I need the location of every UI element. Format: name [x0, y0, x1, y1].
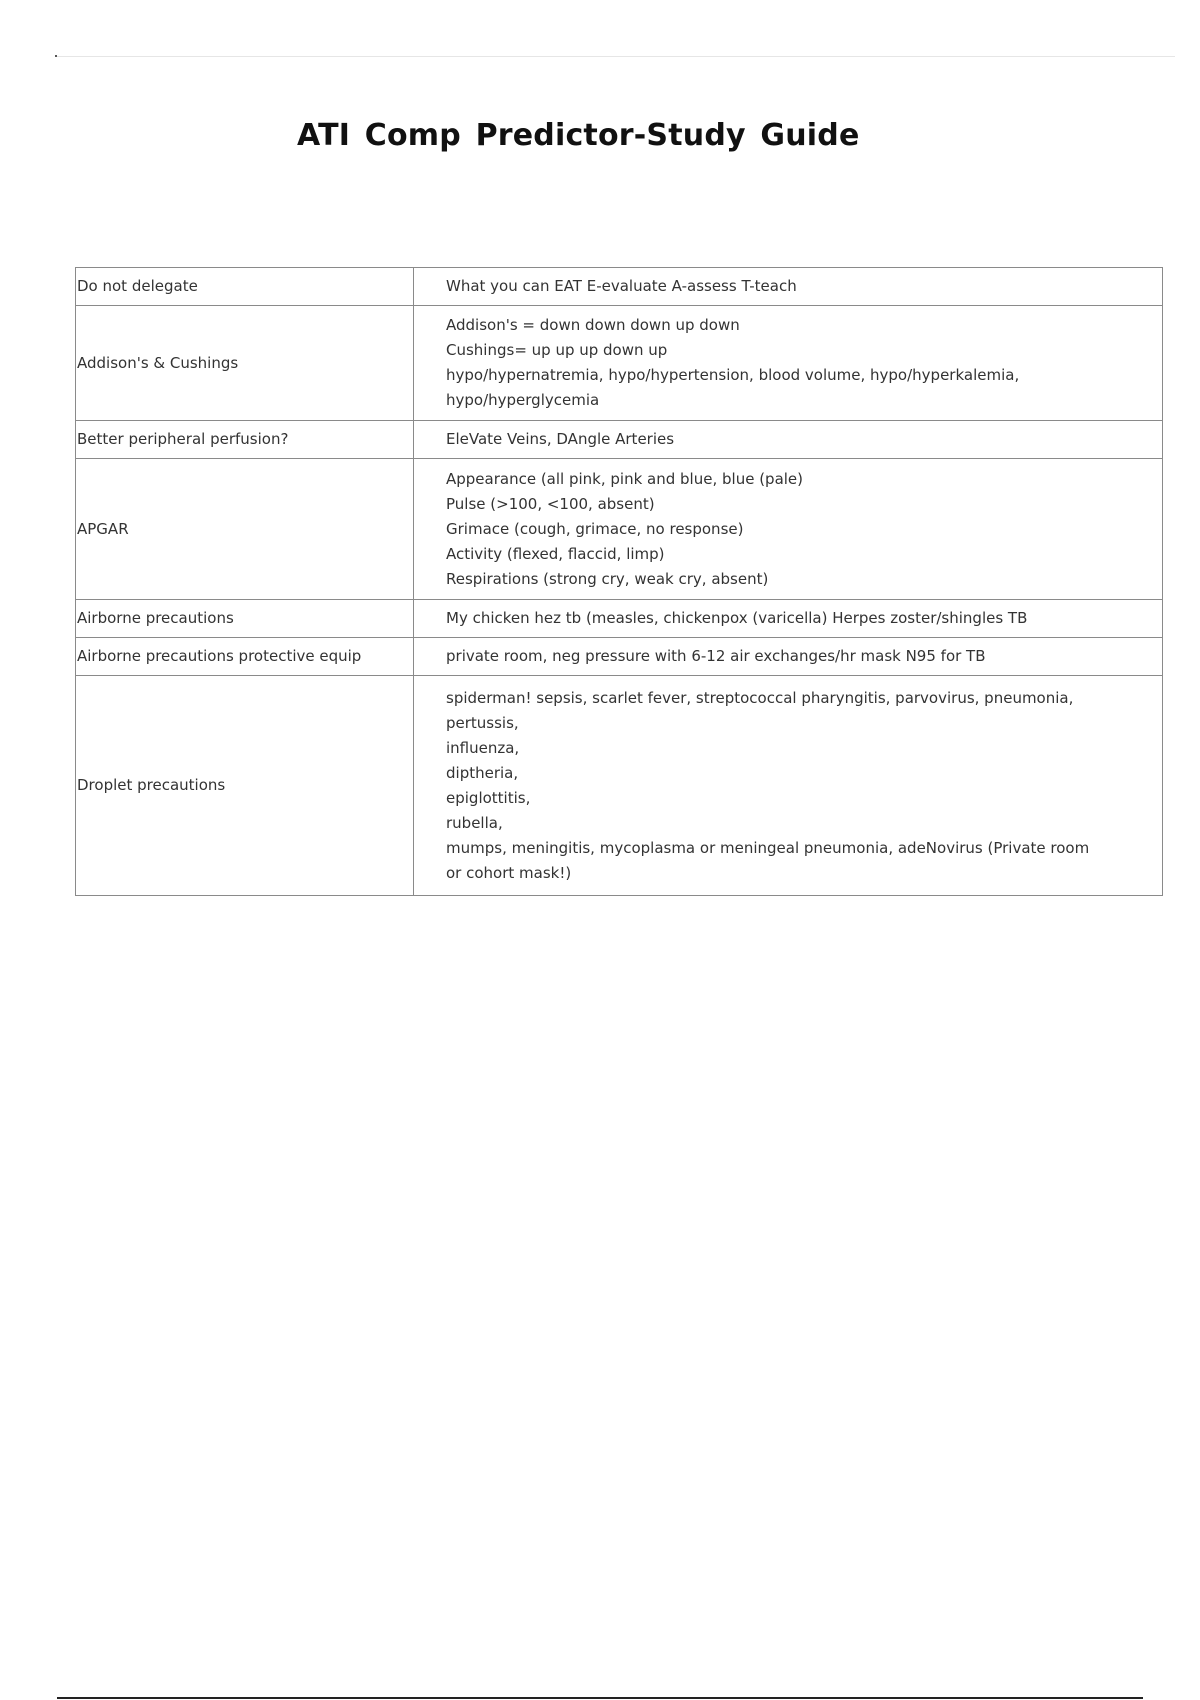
table-row — [76, 600, 1163, 638]
term-cell: Droplet precautions — [76, 676, 414, 896]
table-row — [76, 676, 1163, 896]
table-row — [76, 306, 1163, 421]
definition-line: Grimace (cough, grimace, no response) — [446, 519, 744, 538]
definition-line: epiglottitis, — [446, 788, 531, 807]
definition-line: EleVate Veins, DAngle Arteries — [446, 430, 675, 448]
definition-line: My chicken hez tb (measles, chickenpox (varicella) Herpes zoster/shingles TB — [446, 609, 1028, 627]
definition-line: influenza, — [446, 738, 520, 757]
definition-cell — [414, 638, 1163, 676]
definition-line: What you can EAT E-evaluate A-assess T-teach — [446, 277, 797, 295]
definition-line: pertussis, — [446, 713, 519, 732]
definition-line: Addison's = down down down up down — [446, 316, 740, 334]
definition-line: Cushings= up up up down up — [446, 341, 668, 359]
definition-line: mumps, meningitis, mycoplasma or meningeal pneumonia, adeNovirus (Private room — [446, 838, 1090, 857]
definition-cell — [414, 268, 1163, 306]
table-row — [76, 421, 1163, 459]
definition-line: hypo/hypernatremia, hypo/hypertension, blood volume, hypo/hyperkalemia, — [446, 366, 1020, 384]
definition-line: or cohort mask!) — [446, 863, 572, 882]
table-row — [76, 268, 1163, 306]
table-row — [76, 638, 1163, 676]
definition-line: private room, neg pressure with 6-12 air exchanges/hr mask N95 for TB — [446, 647, 986, 665]
page-title: ATI Comp Predictor-Study Guide — [297, 118, 860, 153]
term-cell: Addison's & Cushings — [76, 306, 414, 421]
term-cell: Airborne precautions protective equip — [76, 638, 414, 676]
term-cell: Better peripheral perfusion? — [76, 421, 414, 459]
definition-cell — [414, 306, 1163, 421]
definition-line: Activity (flexed, flaccid, limp) — [446, 544, 665, 563]
definition-cell — [414, 421, 1163, 459]
definition-line: Appearance (all pink, pink and blue, blue (pale) — [446, 469, 804, 488]
term-cell: Airborne precautions — [76, 600, 414, 638]
table-row — [76, 459, 1163, 600]
study-guide-table — [75, 267, 1163, 896]
definition-line: spiderman! sepsis, scarlet fever, streptococcal pharyngitis, parvovirus, pneumonia, — [446, 688, 1074, 707]
definition-line: Respirations (strong cry, weak cry, absent) — [446, 569, 769, 588]
term-cell: APGAR — [76, 459, 414, 600]
definition-line: hypo/hyperglycemia — [446, 391, 600, 409]
top-dot — [55, 55, 57, 57]
term-cell: Do not delegate — [76, 268, 414, 306]
top-rule — [55, 56, 1175, 57]
definition-line: diptheria, — [446, 763, 519, 782]
definition-cell — [414, 600, 1163, 638]
definition-cell — [414, 676, 1163, 896]
definition-cell — [414, 459, 1163, 600]
bottom-rule — [57, 1697, 1143, 1699]
definition-line: rubella, — [446, 813, 503, 832]
definition-line: Pulse (>100, <100, absent) — [446, 494, 655, 513]
study-guide-body — [76, 268, 1163, 896]
